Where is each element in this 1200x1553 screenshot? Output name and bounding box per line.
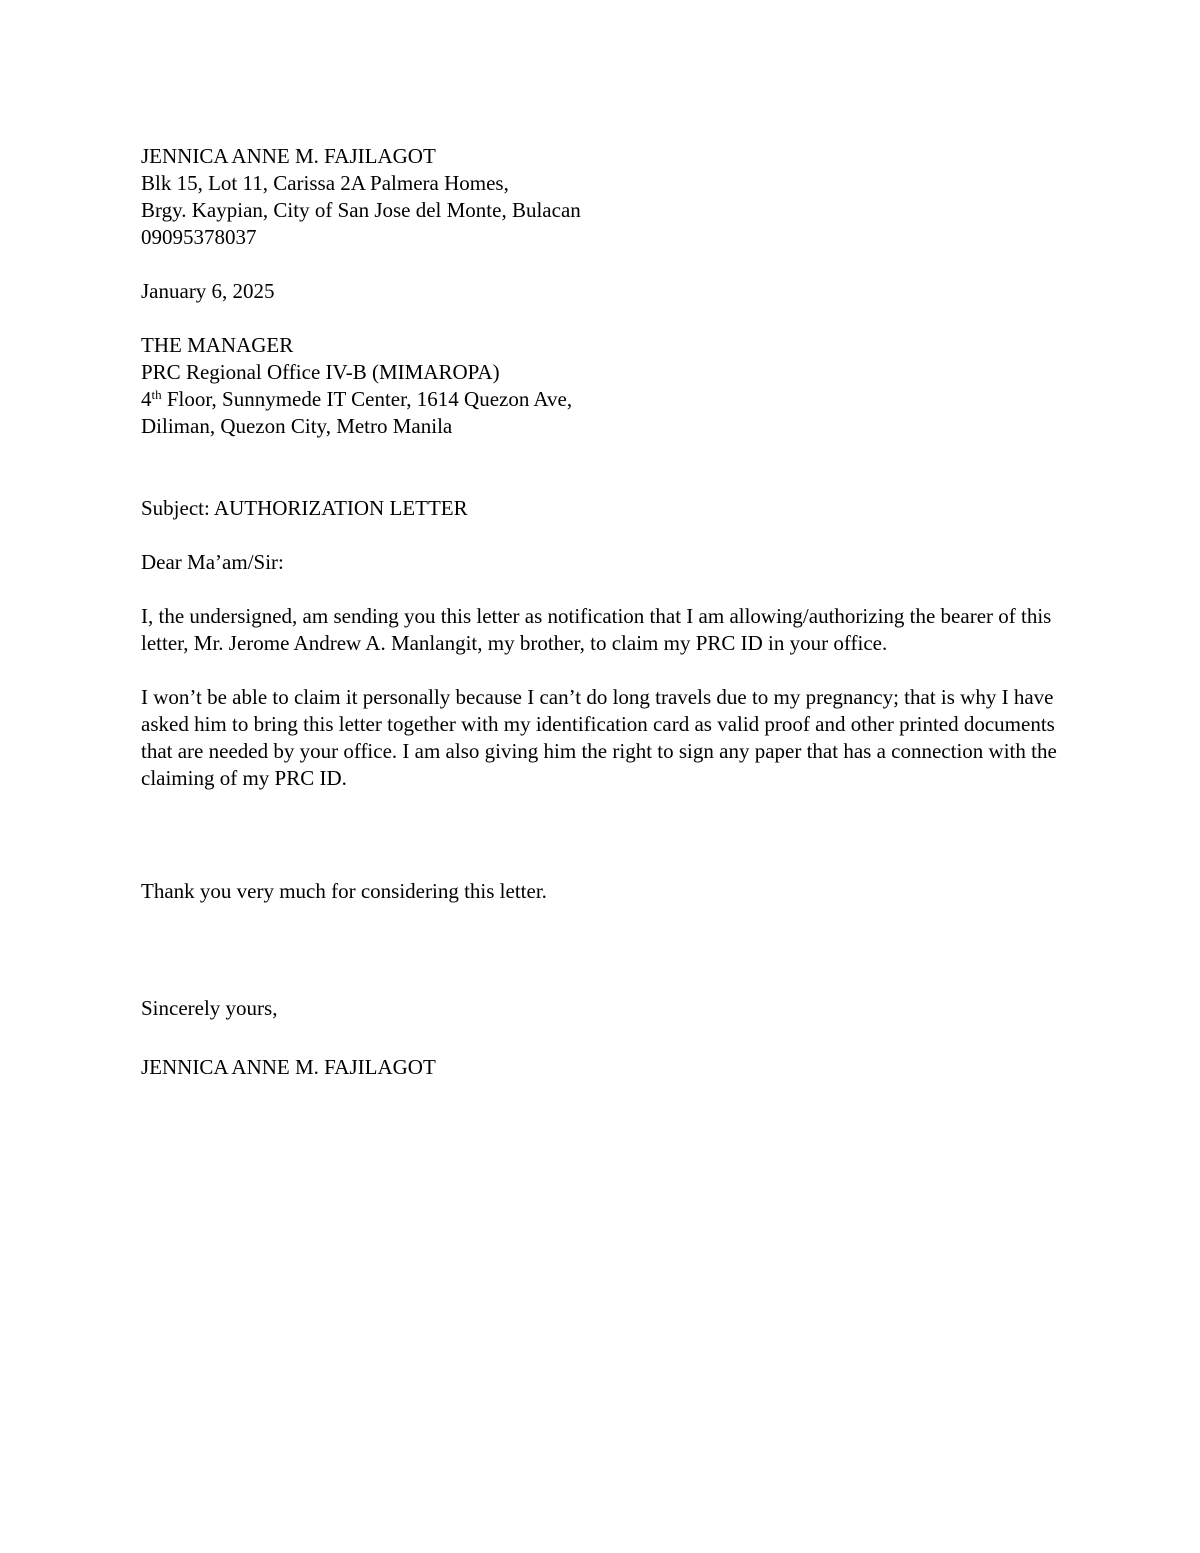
recipient-office: PRC Regional Office IV-B (MIMAROPA) (141, 360, 500, 384)
recipient-address-line2: Diliman, Quezon City, Metro Manila (141, 414, 453, 438)
floor-number: 4 (141, 387, 152, 411)
subject-line: Subject: AUTHORIZATION LETTER (141, 496, 468, 520)
recipient-address-line1 (141, 386, 572, 413)
recipient-title: THE MANAGER (141, 333, 294, 357)
body-paragraph-2: I won’t be able to claim it personally because I can’t do long travels due to my pregnancy; that is why I have asked him to bring this letter together with my identification card as valid proof and other printed documents that are needed by your office. I am also giving him the right to sign any paper that has a connection with the claiming of my PRC ID. (141, 685, 1057, 790)
body-paragraph-1: I, the undersigned, am sending you this letter as notification that I am allowing/authorizing the bearer of this letter, Mr. Jerome Andrew A. Manlangit, my brother, to claim my PRC ID in your office. (141, 604, 1052, 655)
recipient-address-line1-rest: Floor, Sunnymede IT Center, 1614 Quezon Ave, (161, 387, 573, 411)
sender-address-line1: Blk 15, Lot 11, Carissa 2A Palmera Homes, (141, 171, 509, 195)
closing: Sincerely yours, (141, 996, 278, 1020)
floor-ordinal-suffix: th (151, 387, 162, 402)
sender-address-line2: Brgy. Kaypian, City of San Jose del Monte, Bulacan (141, 198, 581, 222)
sender-name: JENNICA ANNE M. FAJILAGOT (141, 144, 436, 168)
sender-phone: 09095378037 (141, 225, 257, 249)
salutation: Dear Ma’am/Sir: (141, 550, 284, 574)
signature-name: JENNICA ANNE M. FAJILAGOT (141, 1055, 436, 1079)
thanks-line: Thank you very much for considering this letter. (141, 879, 547, 903)
letter-date: January 6, 2025 (141, 279, 275, 303)
